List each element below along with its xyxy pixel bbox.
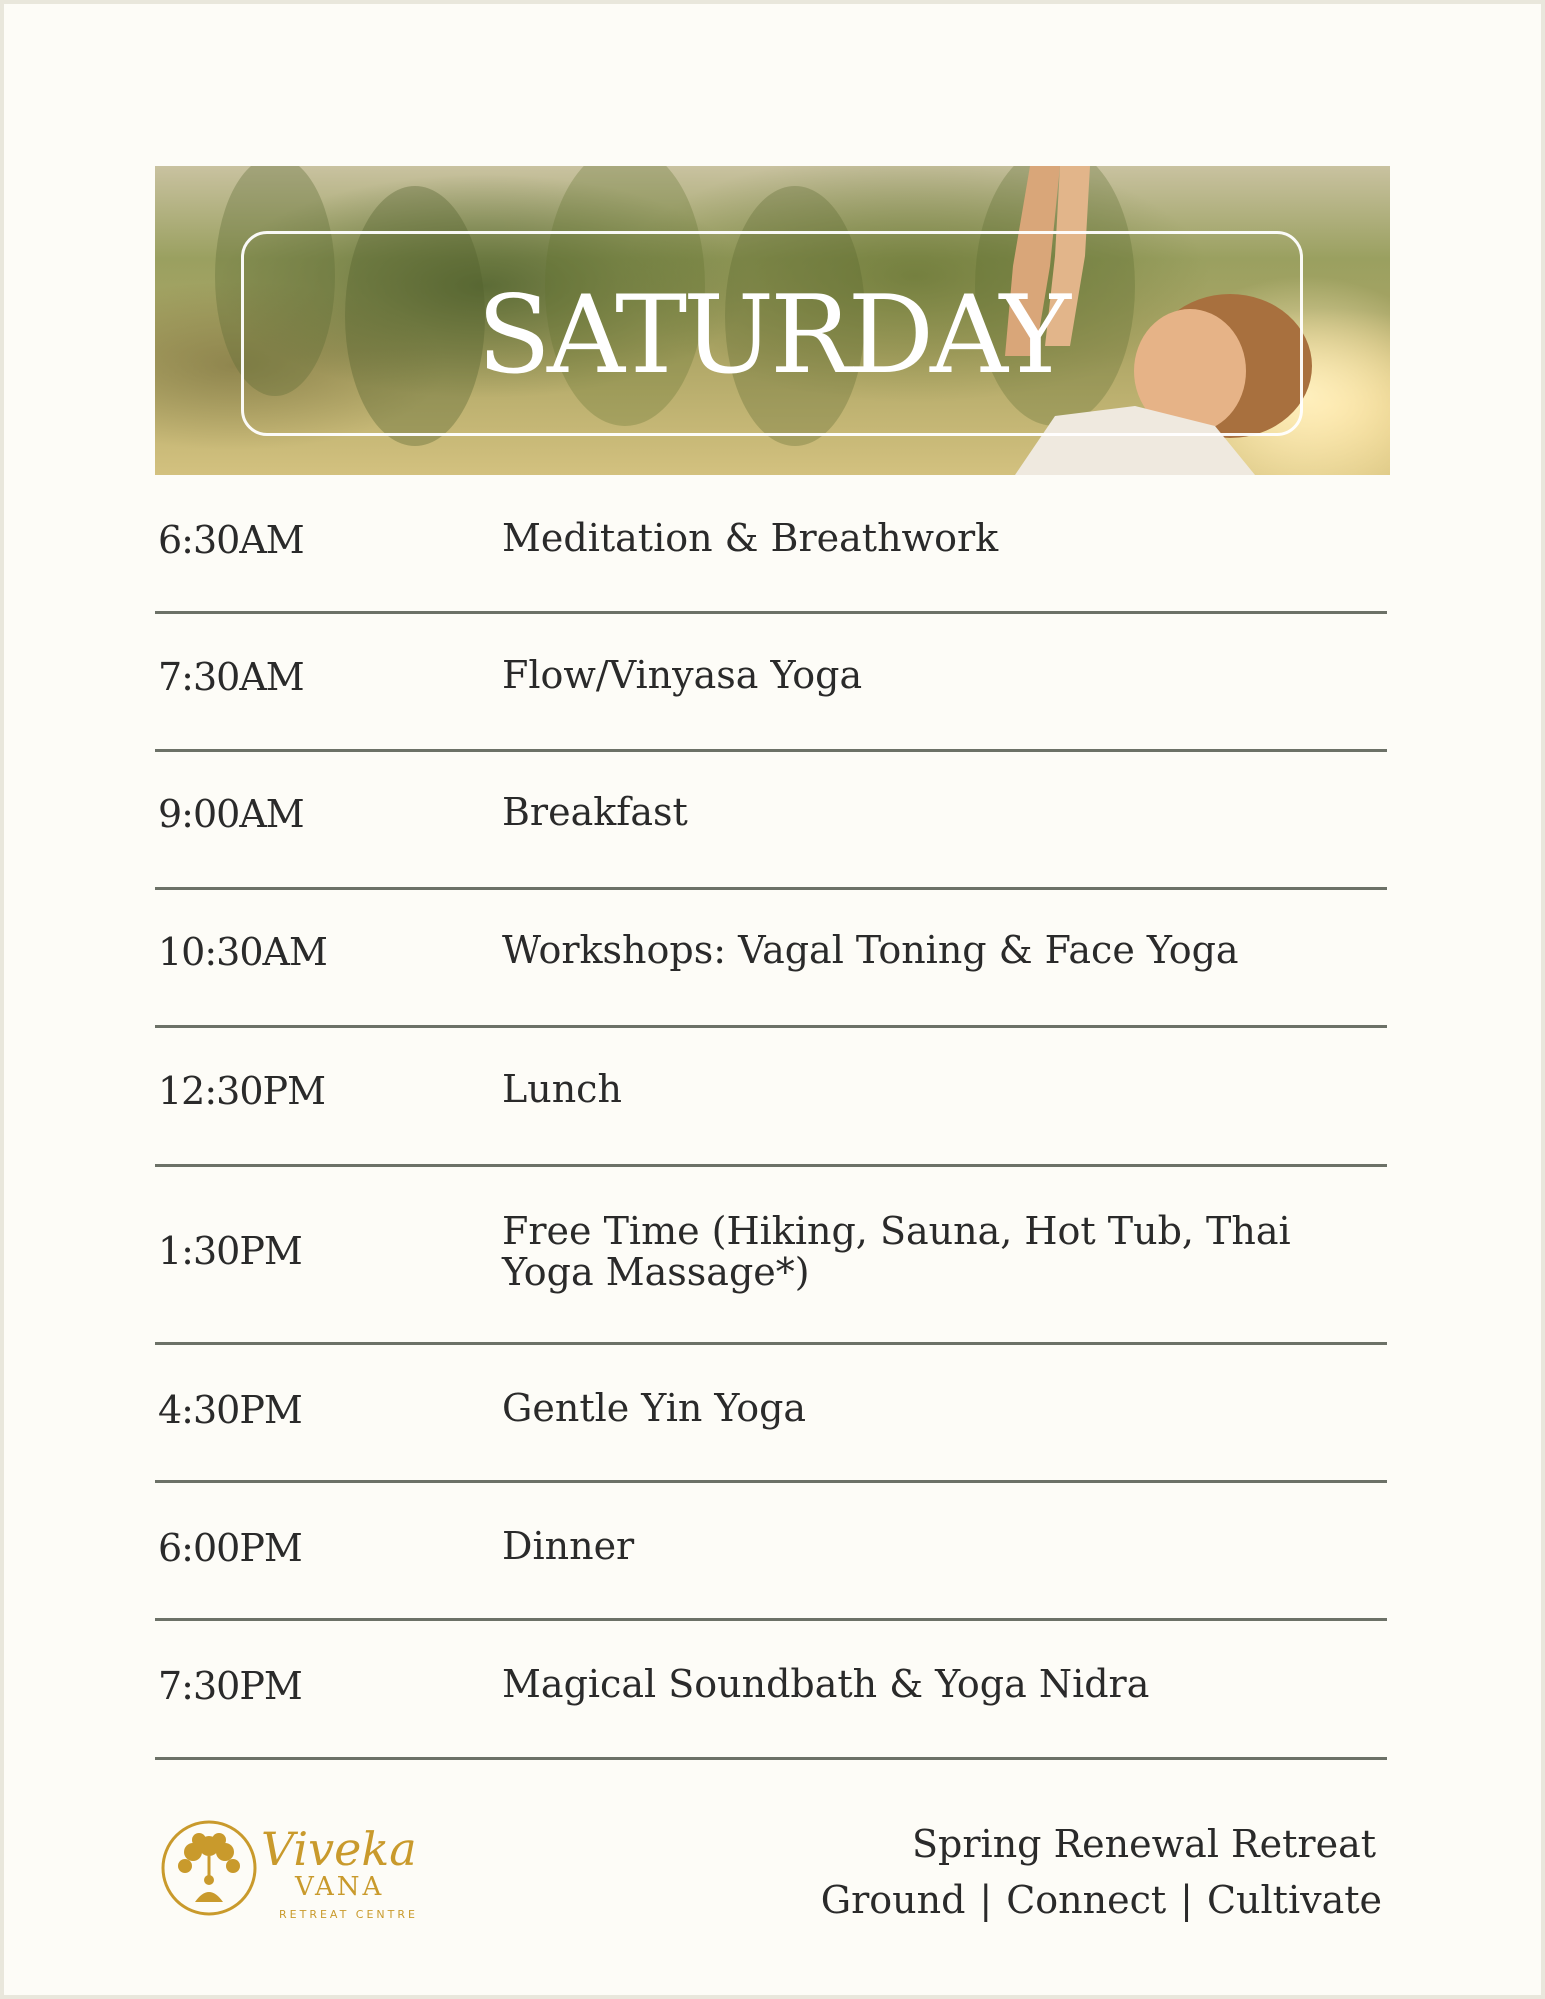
tagline-word: Ground	[820, 1878, 966, 1922]
retreat-logo	[159, 1816, 418, 1925]
schedule-row	[155, 752, 1387, 890]
activity-label: Meditation & Breathwork	[502, 516, 999, 560]
time-label: 6:30AM	[158, 518, 304, 562]
schedule-list	[155, 475, 1387, 1760]
header-banner	[155, 166, 1390, 475]
schedule-row	[155, 614, 1387, 752]
logo-name-secondary: VANA	[295, 1872, 385, 1902]
time-label: 1:30PM	[158, 1229, 302, 1273]
activity-label: Gentle Yin Yoga	[502, 1386, 807, 1430]
tagline-separator: |	[979, 1878, 993, 1922]
tree-meditation-icon	[159, 1816, 259, 1920]
tagline-separator: |	[1180, 1878, 1193, 1922]
schedule-row	[155, 1167, 1387, 1345]
logo-name: Viveka	[261, 1822, 417, 1876]
schedule-row	[155, 475, 1387, 614]
time-label: 10:30AM	[158, 930, 327, 974]
schedule-row	[155, 1345, 1387, 1483]
schedule-row	[155, 1028, 1387, 1167]
schedule-row	[155, 1621, 1387, 1760]
activity-label: Flow/Vinyasa Yoga	[502, 653, 863, 697]
tagline-word: Cultivate	[1206, 1878, 1382, 1922]
schedule-page	[4, 4, 1541, 1995]
time-label: 7:30PM	[158, 1664, 302, 1708]
time-label: 12:30PM	[158, 1069, 325, 1113]
tagline	[821, 1878, 1382, 1922]
tagline-word: Connect	[1006, 1878, 1167, 1922]
time-label: 7:30AM	[158, 655, 304, 699]
activity-label: Lunch	[502, 1067, 622, 1111]
activity-label: Dinner	[502, 1524, 635, 1568]
schedule-row	[155, 890, 1387, 1028]
title-frame	[241, 231, 1303, 436]
schedule-row	[155, 1483, 1387, 1621]
retreat-name: Spring Renewal Retreat	[912, 1822, 1376, 1866]
logo-subtitle: RETREAT CENTRE	[279, 1908, 418, 1921]
day-title: SATURDAY	[477, 273, 1067, 398]
activity-label: Breakfast	[502, 790, 688, 834]
activity-label: Free Time (Hiking, Sauna, Hot Tub, Thai Yoga Massage*)	[502, 1209, 1291, 1294]
time-label: 4:30PM	[158, 1388, 302, 1432]
activity-label: Workshops: Vagal Toning & Face Yoga	[502, 928, 1239, 972]
time-label: 9:00AM	[158, 792, 304, 836]
activity-label: Magical Soundbath & Yoga Nidra	[502, 1662, 1150, 1706]
time-label: 6:00PM	[158, 1526, 302, 1570]
